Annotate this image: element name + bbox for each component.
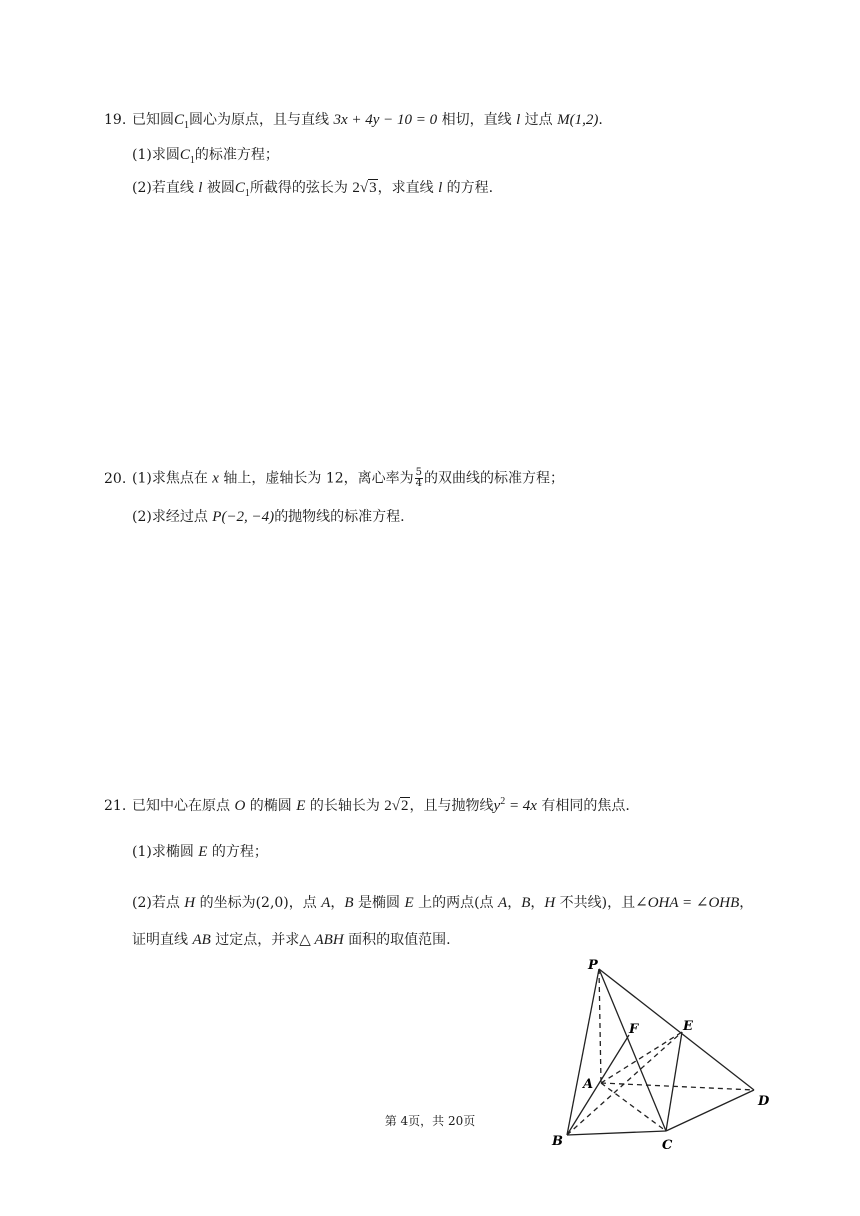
q19-part2: (2)若直线 l 被圆$C_1$所截得的弦长为 2√3，求直线 l 的方程. (132, 180, 494, 199)
q20-part2: (2)求经过点 P(−2, −4)的抛物线的标准方程. (132, 509, 405, 525)
edge-pa (599, 969, 601, 1083)
point-m: M(1,2) (557, 112, 599, 128)
page-footer: 第 4页，共 20页 (384, 1114, 476, 1128)
angle-condition: ∠OHA = ∠OHB (635, 895, 740, 911)
q20-number: 20. (104, 470, 127, 487)
q20-part1: 20. (1)求焦点在 x 轴上，虚轴长为 12，离心率为 $\frac{5}{4}$ 的双曲线的标准方程； (104, 467, 565, 489)
point-p: P(−2, −4) (212, 509, 275, 525)
label-f: F (629, 1022, 639, 1037)
q21-part2-cont: 证明直线 AB 过定点，并求△ ABH 面积的取值范围. (132, 932, 451, 948)
q21-number: 21. (104, 798, 127, 814)
q19-number: 19. (104, 112, 127, 128)
q19-stem: 19. 已知圆$C_1$圆心为原点，且与直线 3x + 4y − 10 = 0 相切，直线 l 过点 M(1,2). (104, 112, 603, 131)
segment-ae (601, 1032, 682, 1083)
parabola-equation: $y^2 = 4x$ (493, 796, 537, 814)
sqrt-3: √3 (359, 180, 377, 196)
fraction-5-4: $\frac{5}{4}$ (415, 467, 423, 489)
q19-part1: (1)求圆$C_1$的标准方程； (132, 147, 279, 166)
edge-bc (567, 1131, 666, 1135)
q21-stem: 21. 已知中心在原点 O 的椭圆 E 的长轴长为 2√2，且与抛物线$y^2 = 4x$ 有相同的焦点. (104, 796, 630, 814)
label-d: D (758, 1094, 770, 1109)
circle-c1: $C_1$ (174, 112, 190, 131)
q21-part1: (1)求椭圆 E 的方程； (132, 844, 268, 860)
label-b: B (552, 1134, 563, 1149)
label-p: P (588, 958, 598, 973)
label-e: E (683, 1019, 693, 1034)
sqrt-2: √2 (391, 798, 409, 814)
line-equation: 3x + 4y − 10 = 0 (333, 112, 438, 128)
edge-pd (599, 969, 754, 1090)
q21-part2: (2)若点 H 的坐标为(2,0)，点 A，B 是椭圆 E 上的两点(点 A，B，H 不共线)，且∠OHA = ∠OHB， (132, 895, 754, 911)
triangle-abh: △ ABH (299, 932, 344, 948)
label-a: A (583, 1077, 594, 1092)
label-c: C (662, 1138, 673, 1153)
